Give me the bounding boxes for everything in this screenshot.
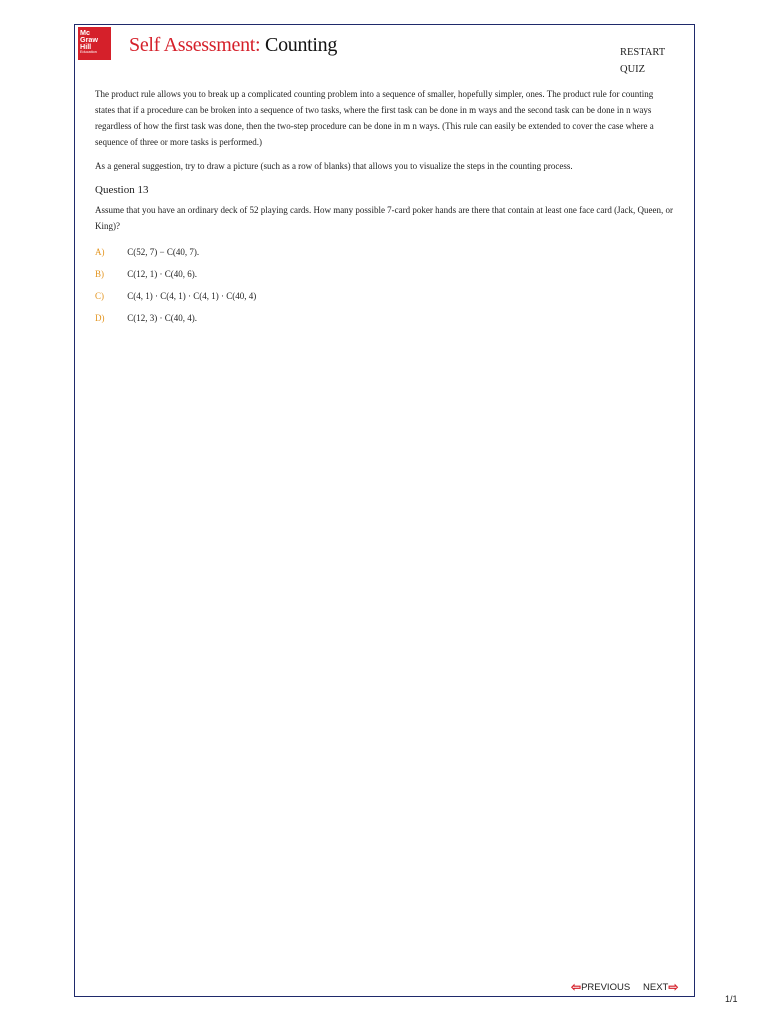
- option-letter: D): [95, 313, 105, 323]
- option-b[interactable]: [95, 269, 197, 279]
- option-letter: B): [95, 269, 104, 279]
- option-c[interactable]: [95, 291, 256, 301]
- option-d[interactable]: [95, 313, 197, 323]
- question-heading: Question 13: [95, 184, 149, 196]
- title-main: Counting: [265, 34, 338, 56]
- previous-label: PREVIOUS: [581, 981, 631, 993]
- logo-line: Education: [80, 50, 97, 54]
- option-a[interactable]: [95, 247, 199, 257]
- logo-line: Hill: [80, 42, 92, 51]
- suggestion-paragraph: As a general suggestion, try to draw a picture (such as a row of blanks) that allows you to visualize the steps in the counting process.: [95, 161, 573, 171]
- page-counter: 1/1: [725, 994, 738, 1004]
- main-content: [95, 86, 675, 242]
- next-button[interactable]: [643, 980, 678, 994]
- page-title: [129, 34, 337, 57]
- option-expression: C(12, 3) · C(40, 4).: [127, 313, 197, 323]
- option-expression: C(12, 1) · C(40, 6).: [127, 269, 197, 279]
- intro-paragraph: The product rule allows you to break up a complicated counting problem into a sequence of smaller, hopefully simpler, ones. The product rule for counting states that if a procedure can be broken into a sequence of two tasks, where the first task can be done in m ways and the second task can be done in n ways regardless of how the first task was done, then the two-step procedure can be done in m n ways. (This rule can easily be extended to cover the case where a sequence of three or more tasks is performed.): [95, 89, 654, 147]
- mcgraw-hill-logo: [78, 27, 111, 60]
- restart-quiz-button[interactable]: [620, 44, 665, 78]
- next-label: NEXT: [643, 981, 669, 993]
- previous-button[interactable]: [571, 980, 630, 994]
- option-expression: C(4, 1) · C(4, 1) · C(4, 1) · C(40, 4): [127, 291, 257, 301]
- restart-label: RESTART: [620, 47, 666, 58]
- option-letter: C): [95, 291, 104, 301]
- quiz-label: QUIZ: [620, 64, 646, 75]
- arrow-right-icon: ⇨: [668, 980, 679, 994]
- arrow-left-icon: ⇦: [571, 980, 582, 994]
- logo-line: Mc: [80, 28, 90, 37]
- option-expression: C(52, 7) − C(40, 7).: [127, 247, 200, 257]
- option-letter: A): [95, 247, 105, 257]
- title-accent: Self Assessment:: [129, 34, 261, 56]
- logo-line: Graw: [80, 35, 98, 44]
- question-text: Assume that you have an ordinary deck of 52 playing cards. How many possible 7-card poker hands are there that contain at least one face card (Jack, Queen, or King)?: [95, 205, 674, 231]
